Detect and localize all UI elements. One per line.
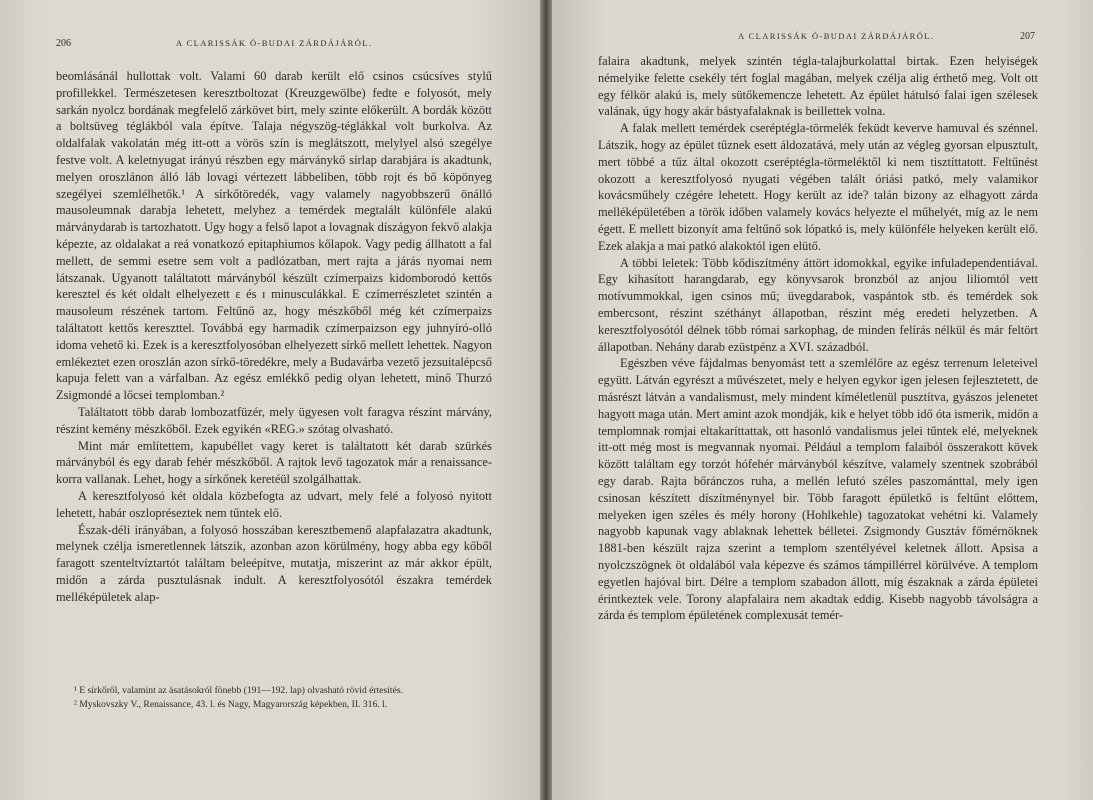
right-page (552, 0, 1093, 800)
right-body-text (598, 53, 1038, 624)
right-paragraph-1: falaira akadtunk, melyek szintén tégla-talajburkolattal birtak. Ezen helyiségek némelyike felette csekély tért foglal magában, melyek czélja alig érthető meg. Volt ott egy félkör alakú is, mely sütőkemencze lehetett. Az épület hátulsó falai igen szélesek valának, úgy hogy akár bástyafalaknak is beillettek volna. (598, 54, 1038, 119)
right-paragraph-2: A falak mellett temérdek cseréptégla-törmelék feküdt keverve hamuval és szénnel. Látszik, hogy az épület tűznek esett áldozatává, mely után az végleg gyorsan elpusztult, mert többé a tűz által okozott cseréptégla-törmeléktől ki nem tisztíttatott. Feltűnést okozott a keresztfolyosó nyugati végében talált óriási patkó, mely valamikor kovácsműhely czégére lehetett. Hogy került az ide? talán bizony az elhagyott zárda melléképületében a török időben valamely kovács helyezte el műhelyét, míg az le nem égett. E mellett bizonyít ama feltűnő sok lópatkó is, mely különféle helyeken került elő. Ezek alakja a mai patkó alakoktól igen elütő. (598, 121, 1038, 253)
right-page-number: 207 (1020, 31, 1035, 42)
right-paragraph-4: Egészben véve fájdalmas benyomást tett a szemlélőre az egész terrenum leleteivel együtt. Látván egyrészt a művészetet, mely e helyen egykor igen jelesen fejlesztetett, de másrészt látván a vandalismust, mely mindent kíméletlenül pusztítva, gyászos jelenetet hagyott maga után. Mert amint azok mondják, kik e helyet több idő óta ismerik, midőn a templomnak romjai eltakaríttattak, ott hasonló vandalismus jelei tűntek elé, melyeknek itt-ott még most is megvannak nyomai. Például a templom falaiból összerakott kövek között találtam egy torzót hófehér márványból készítve, valamely szentnek szobrából egy darab. Rajta bőránczos ruha, a mellén lefutó széles paszománttal, mely igen csinosan készített díszítménynyel bir. Több faragott épületkő is feltűnt előttem, melyeken igen széles és mély horony (Hohlkehle) tagozatokat vehétni ki. Valamely nagyobb kapunak vagy ablaknak lehettek bélletei. Zsigmondy Gusztáv főmérnöknek 1881-ben készült rajza szerint a templom szentélyével keletnek állott. Apsisa a nyolczszögnek öt oldalából vala képezve és számos támpillérrel körülvéve. A templom egyetlen hajóval birt. Délre a templom szabadon állott, míg északnak a zárda épületei érintkeztek vele. Torony alapfalaira nem akadtak eddig. Kisebb nagyobb távolságra a zárda és templom épületének complexusát temér- (598, 356, 1038, 623)
footnote-2: ² Myskovszky V., Renaissance, 43. l. és Nagy, Magyarország képekben, II. 316. l. (74, 698, 388, 710)
left-paragraph-3: Mint már említettem, kapubéllet vagy keret is találtatott két darab szürkés márványból és egy darab fehér mészkőből. A rajtok levő tagozatok már a renaissance-korra vallanak. Lehet, hogy a sírkőnek keretéül szolgálhattak. (56, 438, 492, 487)
left-page-number: 206 (56, 38, 71, 49)
left-page (0, 0, 540, 800)
left-running-head: A CLARISSÁK Ó-BUDAI ZÁRDÁJÁRÓL. (176, 38, 373, 48)
left-paragraph-1: beomlásánál hullottak volt. Valami 60 darab került elő csinos csúcsíves stylű profillekkel. Természetesen keresztboltozat (Kreuzgewölbe) fedte e folyosót, mely sarkán nyolcz bordának megfelelő zárkövet birt, mely szinte előkerült. A bordák között a boltsüveg téglákból vala építve. Talaja négyszög-téglákkal volt burkolva. Az oldalfalak vakolatán még itt-ott a vörös szín is meglátszott, melylyel alsó szegélye festve volt. A keletnyugat irányú részben egy márványkő sírlap darabjára is akadtunk, melyen oroszlánon álló láb lovagi vértezett lábbeliben, több rojt és bő köpönyeg szegélyei szemlélhetők.¹ A sírkőtöredék, vagy valamely nagyobbszerű önálló mausoleumnak darabja lehetett, melyhez a temérdek megtalált különféle alakú márványdarab is tartozhatott. Ugy hogy a felső lapot a lovagnak díszágyon fekvő alakja képezte, az oldalakat a reá vonatkozó epitaphiumos kőlapok. Vagy pedig állhatott a fal mellett, de semmi esetre sem volt a padlózatban, mert rajta a járás nyomai nem látszanak. Ugyanott találtatott márványból készült czímerpaizs kidomborodó kettős keresztel és két oldalt elhelyezett ɛ és ɪ minusculákkal. E czímerrészletet szintén a mausoleum részének tartom. Feltűnő az, hogy mészkőből még két czímerpaizs találtatott kettős kereszttel. Továbbá egy harmadik czímerpaizson egy juhnyíró-olló idoma vehető ki. Ezek is a keresztfolyosóban elhelyezett sírkő mellett lehettek. Nagyon emlékeztet ezen oroszlán azon sírkő-töredékre, mely a Budavárba vezető jezsuitalépcső kapuja felett van a várfalban. Az egész emlékkő pedig olyan lehetett, minő Thurzó Zsigmondé a lőcsei templomban.² (56, 69, 492, 403)
right-paragraph-3: A többi leletek: Több kődiszítmény áttört idomokkal, egyike infuladependentiával. Egy kihasított harangdarab, egy könyvsarok bronzból az anjou liliomtól vett motívummokkal, igen csinos mű; üvegdarabok, vaspántok stb. és temérdek sok embercsont, részint széthányt állapotban, részint még eredeti helyzetben. A keresztfolyosótól délnek több római sarkophag, de minden felírás nélkül és már feltört állapotban. Nehány darab ezüstpénz a XVI. századból. (598, 255, 1038, 354)
left-footnotes (56, 684, 492, 711)
right-running-head: A CLARISSÁK Ó-BUDAI ZÁRDÁJÁRÓL. (738, 31, 935, 41)
footnote-1: ¹ E sírkőről, valamint az ásatásokról fönebb (191—192. lap) olvasható rövid értesítés. (74, 685, 403, 696)
left-paragraph-5: Észak-déli irányában, a folyosó hosszában keresztbemenő alapfalazatra akadtunk, melynek czélja ismeretlennek látszik, azonban azon körülmény, hogy abba egy kőből faragott szenteltvíztartót találtam beleépítve, mutatja, miszerint az már akkor épült, midőn a zárda pusztulásnak indult. A keresztfolyosótól északra temérdek melléképületek alap- (56, 522, 492, 604)
left-body-text (56, 68, 492, 606)
left-paragraph-4: A keresztfolyosó két oldala közbefogta az udvart, mely felé a folyosó nyitott lehetett, habár oszlopréseztek nem tűntek elő. (56, 488, 492, 520)
left-paragraph-2: Találtatott több darab lombozatfüzér, mely ügyesen volt faragva részint márvány, részint kemény mészkőből. Ezek egyikén «REG.» szótag olvasható. (56, 404, 492, 436)
book-gutter (540, 0, 552, 800)
